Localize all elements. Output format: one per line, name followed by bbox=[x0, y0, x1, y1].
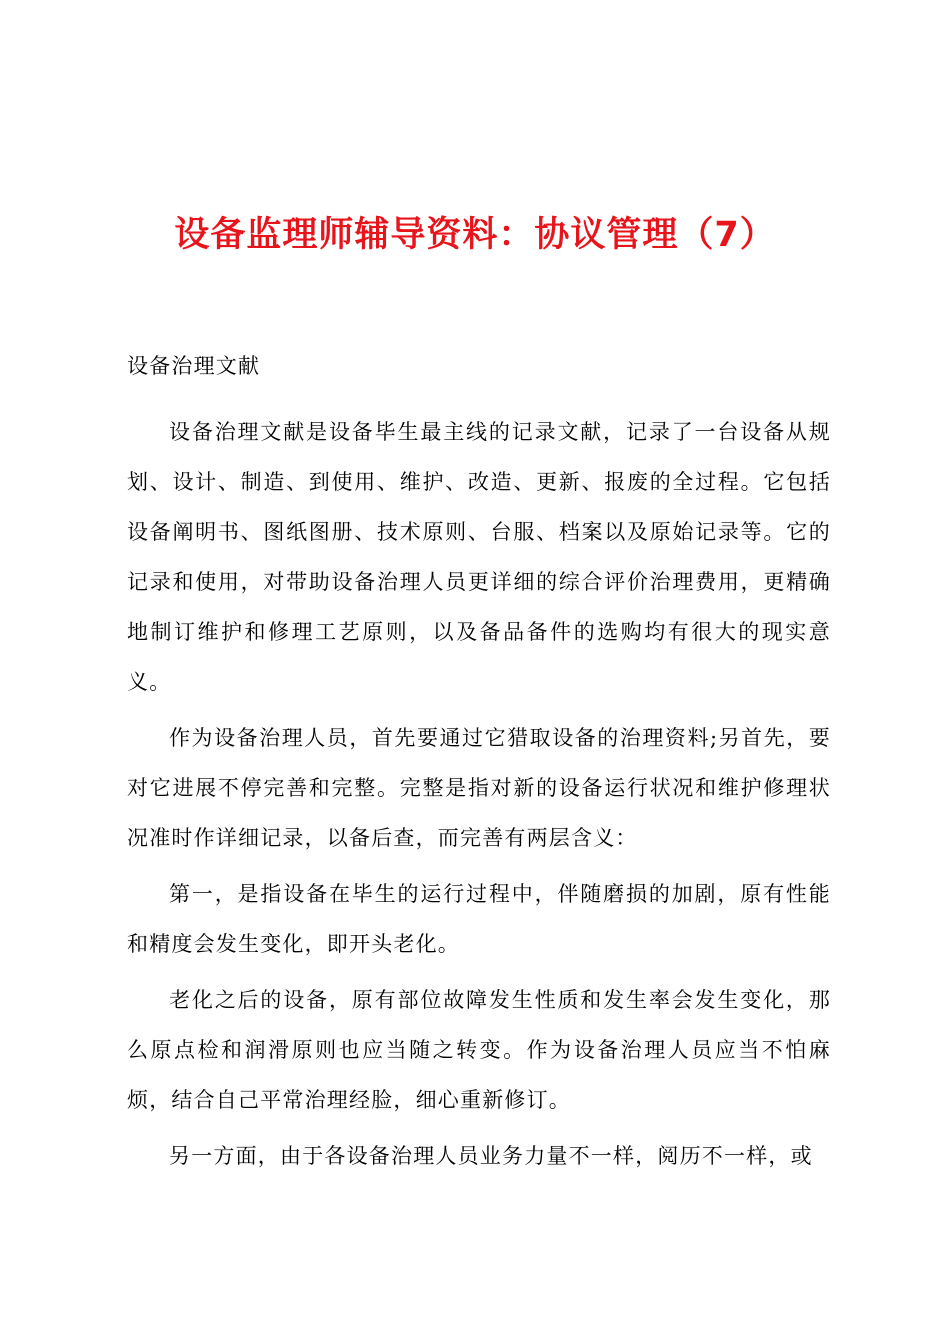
paragraph: 第一，是指设备在毕生的运行过程中，伴随磨损的加剧，原有性能和精度会发生变化，即开头老化。 bbox=[127, 882, 831, 956]
paragraph: 作为设备治理人员，首先要通过它猎取设备的治理资料;另首先，要对它进展不停完善和完整。完整是指对新的设备运行状况和维护修理状况准时作详细记录，以备后查，而完善有两层含义： bbox=[127, 726, 831, 850]
document-title: 设备监理师辅导资料：协议管理（7） bbox=[174, 215, 776, 255]
document-body bbox=[127, 341, 831, 1187]
paragraph: 设备治理文献是设备毕生最主线的记录文献，记录了一台设备从规划、设计、制造、到使用、维护、改造、更新、报废的全过程。它包括设备阐明书、图纸图册、技术原则、台服、档案以及原始记录等。它的记录和使用，对带助设备治理人员更详细的综合评价治理费用，更精确地制订维护和修理工艺原则，以及备品备件的选购均有很大的现实意义。 bbox=[127, 420, 831, 694]
paragraph: 老化之后的设备，原有部位故障发生性质和发生率会发生变化，那么原点检和润滑原则也应当随之转变。作为设备治理人员应当不怕麻烦，结合自己平常治理经脸，细心重新修订。 bbox=[127, 988, 831, 1112]
section-heading: 设备治理文献 bbox=[127, 354, 261, 378]
paragraph: 另一方面，由于各设备治理人员业务力量不一样，阅历不一样，或 bbox=[169, 1144, 813, 1168]
